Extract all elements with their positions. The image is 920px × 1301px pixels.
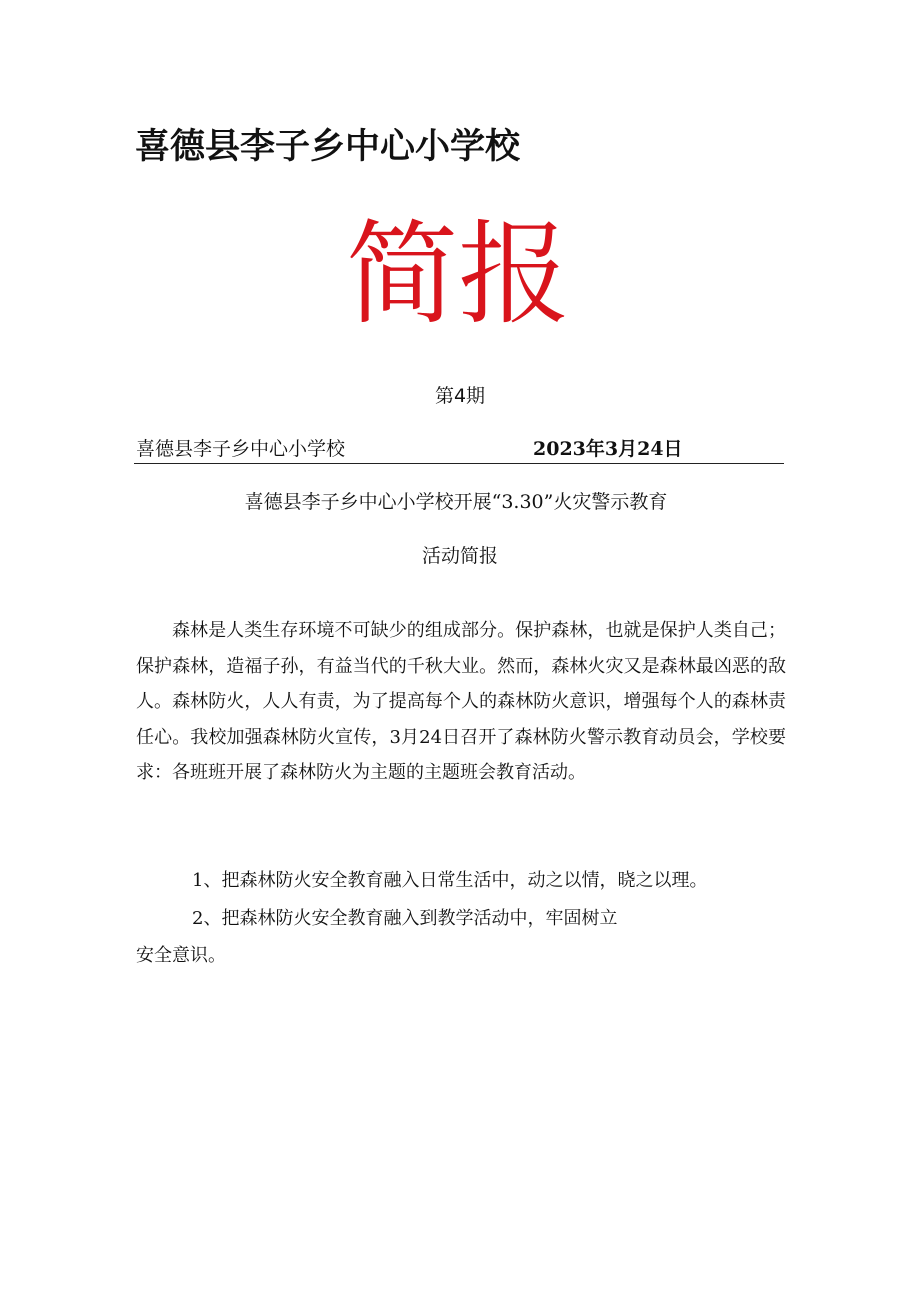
list-item-1: 1、把森林防火安全教育融入日常生活中，动之以情，晓之以理。 (192, 870, 708, 891)
article-title-line-1: 喜德县李子乡中心小学校开展“3.30”火灾警示教育 (244, 491, 668, 513)
meta-date: 2023年3月24日 (533, 438, 683, 460)
header-divider (134, 463, 784, 464)
article-title-line-2: 活动简报 (421, 545, 498, 567)
meta-school-name: 喜德县李子乡中心小学校 (136, 438, 346, 460)
intro-paragraph: 森林是人类生存环境不可缺少的组成部分。保护森林，也就是保护人类自己；保护森林，造福子孙，有益当代的千秋大业。然而，森林火灾又是森林最凶恶的敌人。森林防火，人人有责，为了提高每个人的森林防火意识，增强每个人的森林责任心。我校加强森林防火宣传，3月24日召开了森林防火警示教育动员会，学校要求：各班班开展了森林防火为主题的主题班会教育活动。 (136, 620, 786, 783)
bulletin-title: 简报 (346, 210, 570, 340)
list-item-2: 2、把森林防火安全教育融入到教学活动中，牢固树立 (192, 908, 618, 929)
list-item-2-continued: 安全意识。 (136, 945, 226, 966)
school-header: 喜德县李子乡中心小学校 (135, 127, 521, 167)
issue-number: 第4期 (434, 385, 486, 407)
